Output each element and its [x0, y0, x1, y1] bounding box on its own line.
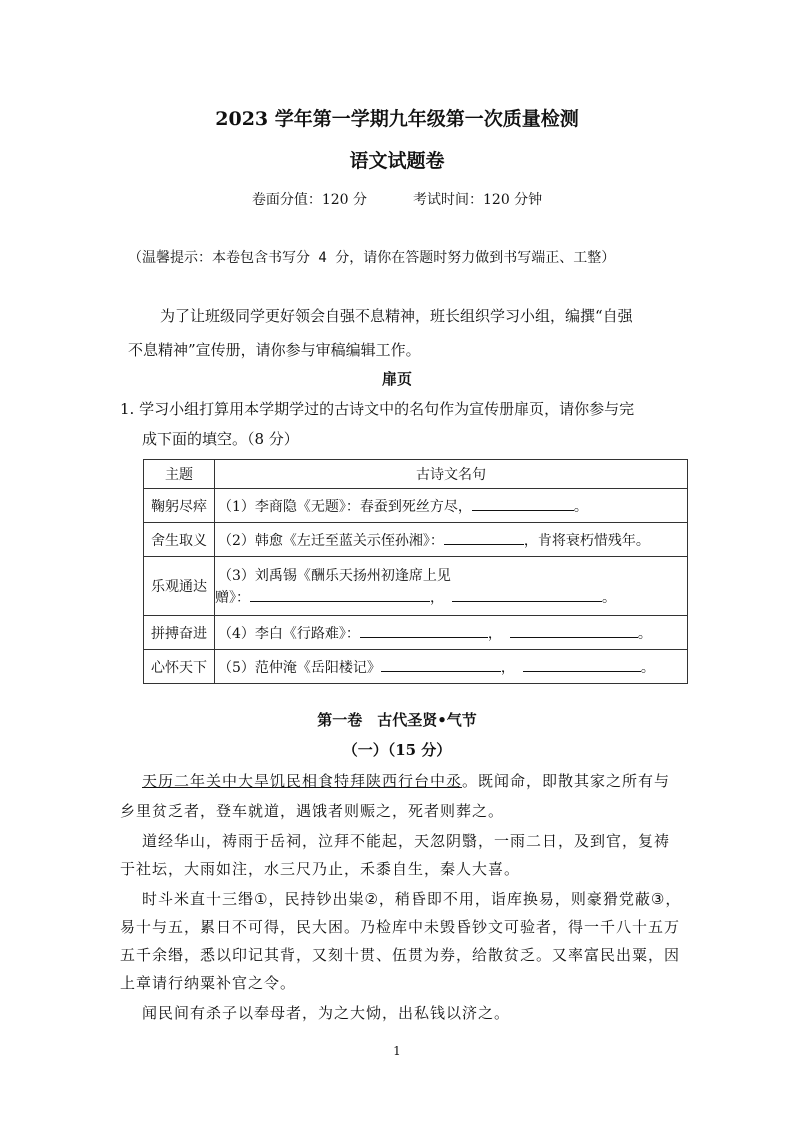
header-content: 古诗文名句	[215, 460, 688, 489]
exam-subtitle: 语文试题卷	[349, 150, 445, 172]
answer-blank[interactable]	[360, 623, 488, 638]
answer-blank[interactable]	[510, 623, 638, 638]
row-topic: 心怀天下	[144, 650, 215, 684]
row-punct: 。	[640, 659, 655, 676]
table-row	[144, 650, 688, 684]
row-content	[215, 616, 688, 650]
section-heading-fly-page: 扉页	[381, 370, 412, 388]
exam-title: 2023 学年第一学期九年级第一次质量检测	[215, 108, 579, 130]
row-prompt: （2）韩愈《左迁至蓝关示侄孙湘》：	[218, 532, 444, 549]
row-prompt: （4）李白《行路难》：	[218, 625, 360, 642]
row-content	[215, 557, 688, 616]
page-number: 1	[393, 1044, 401, 1058]
passage-p1-line-2: 乡里贫乏者，登车就道，遇饿者则赈之，死者则葬之。	[120, 802, 505, 820]
answer-blank[interactable]	[452, 587, 602, 602]
header-topic: 主题	[144, 460, 215, 489]
table-row	[144, 616, 688, 650]
table-row	[144, 489, 688, 523]
passage-p3-line-1: 时斗米直十三缗①，民持钞出粜②，稍昏即不用，诣库换易，则豪猾党蔽③，	[142, 890, 682, 908]
question-1-line-1: 1. 学习小组打算用本学期学过的古诗文中的名句作为宣传册扉页，请你参与完	[120, 400, 635, 418]
row-prompt: （5）范仲淹《岳阳楼记》	[218, 659, 381, 676]
table-row	[144, 523, 688, 557]
passage-p1-line-1	[142, 770, 670, 791]
row-content	[215, 650, 688, 684]
score-info: 卷面分值：120 分	[251, 192, 367, 208]
part-1-subheading: （一）（15 分）	[342, 741, 452, 759]
row-content	[215, 489, 688, 523]
intro-line-2: 不息精神”宣传册，请你参与审稿编辑工作。	[128, 341, 421, 359]
passage-p4-line-1: 闻民间有杀子以奉母者，为之大恸，出私钱以济之。	[142, 1004, 511, 1022]
exam-info	[0, 189, 794, 209]
passage-p3-line-4: 上章请行纳粟补官之令。	[120, 974, 297, 992]
tip-text: （温馨提示：本卷包含书写分 4 分，请你在答题时努力做到书写端正、工整）	[128, 250, 616, 266]
passage-p3-line-3: 五千余缗，悉以印记其背，又刻十贯、伍贯为券，给散贫乏。又率富民出粟，因	[120, 946, 681, 964]
row-punct: ，	[487, 625, 502, 642]
part-1-heading: 第一卷 古代圣贤•气节	[317, 711, 477, 729]
row-content	[215, 523, 688, 557]
row-prompt: （3）刘禹锡《酬乐天扬州初逢席上见	[218, 568, 451, 584]
passage-text: 。既闻命，即散其家之所有与	[462, 772, 671, 790]
answer-blank[interactable]	[444, 530, 524, 545]
underlined-sentence: 天历二年关中大旱饥民相食特拜陕西行台中丞	[142, 772, 463, 790]
passage-p2-line-1: 道经华山，祷雨于岳祠，泣拜不能起，天忽阴翳，一雨二日，及到官，复祷	[142, 832, 671, 850]
row-punct: ，	[430, 590, 444, 606]
poem-fill-table	[143, 459, 688, 684]
row-topic: 鞠躬尽瘁	[144, 489, 215, 523]
row-punct: 。	[602, 590, 616, 606]
table-header-row	[144, 460, 688, 489]
row-punct: 。	[637, 625, 652, 642]
question-1-line-2: 成下面的填空。（8 分）	[142, 430, 299, 448]
row-topic: 乐观通达	[144, 557, 215, 616]
passage-p2-line-2: 于社坛，大雨如注，水三尺乃止，禾黍自生，秦人大喜。	[120, 860, 521, 878]
row-prompt-cont: 赠》：	[215, 590, 250, 606]
answer-blank[interactable]	[381, 657, 501, 672]
table-row	[144, 557, 688, 616]
time-info: 考试时间：120 分钟	[413, 192, 543, 208]
passage-p3-line-2: 易十与五，累日不可得，民大困。乃检库中未毁昏钞文可验者，得一千八十五万	[120, 918, 681, 936]
answer-blank[interactable]	[250, 587, 430, 602]
answer-blank[interactable]	[523, 657, 641, 672]
row-suffix: ，肯将衰朽惜残年。	[523, 532, 650, 549]
row-punct: 。	[573, 498, 588, 515]
row-prompt: （1）李商隐《无题》：春蚕到死丝方尽，	[218, 498, 472, 515]
intro-line-1: 为了让班级同学更好领会自强不息精神，班长组织学习小组，编撰“自强	[160, 307, 633, 325]
answer-blank[interactable]	[472, 496, 574, 511]
row-topic: 拼搏奋进	[144, 616, 215, 650]
row-punct: ，	[500, 659, 515, 676]
row-topic: 舍生取义	[144, 523, 215, 557]
